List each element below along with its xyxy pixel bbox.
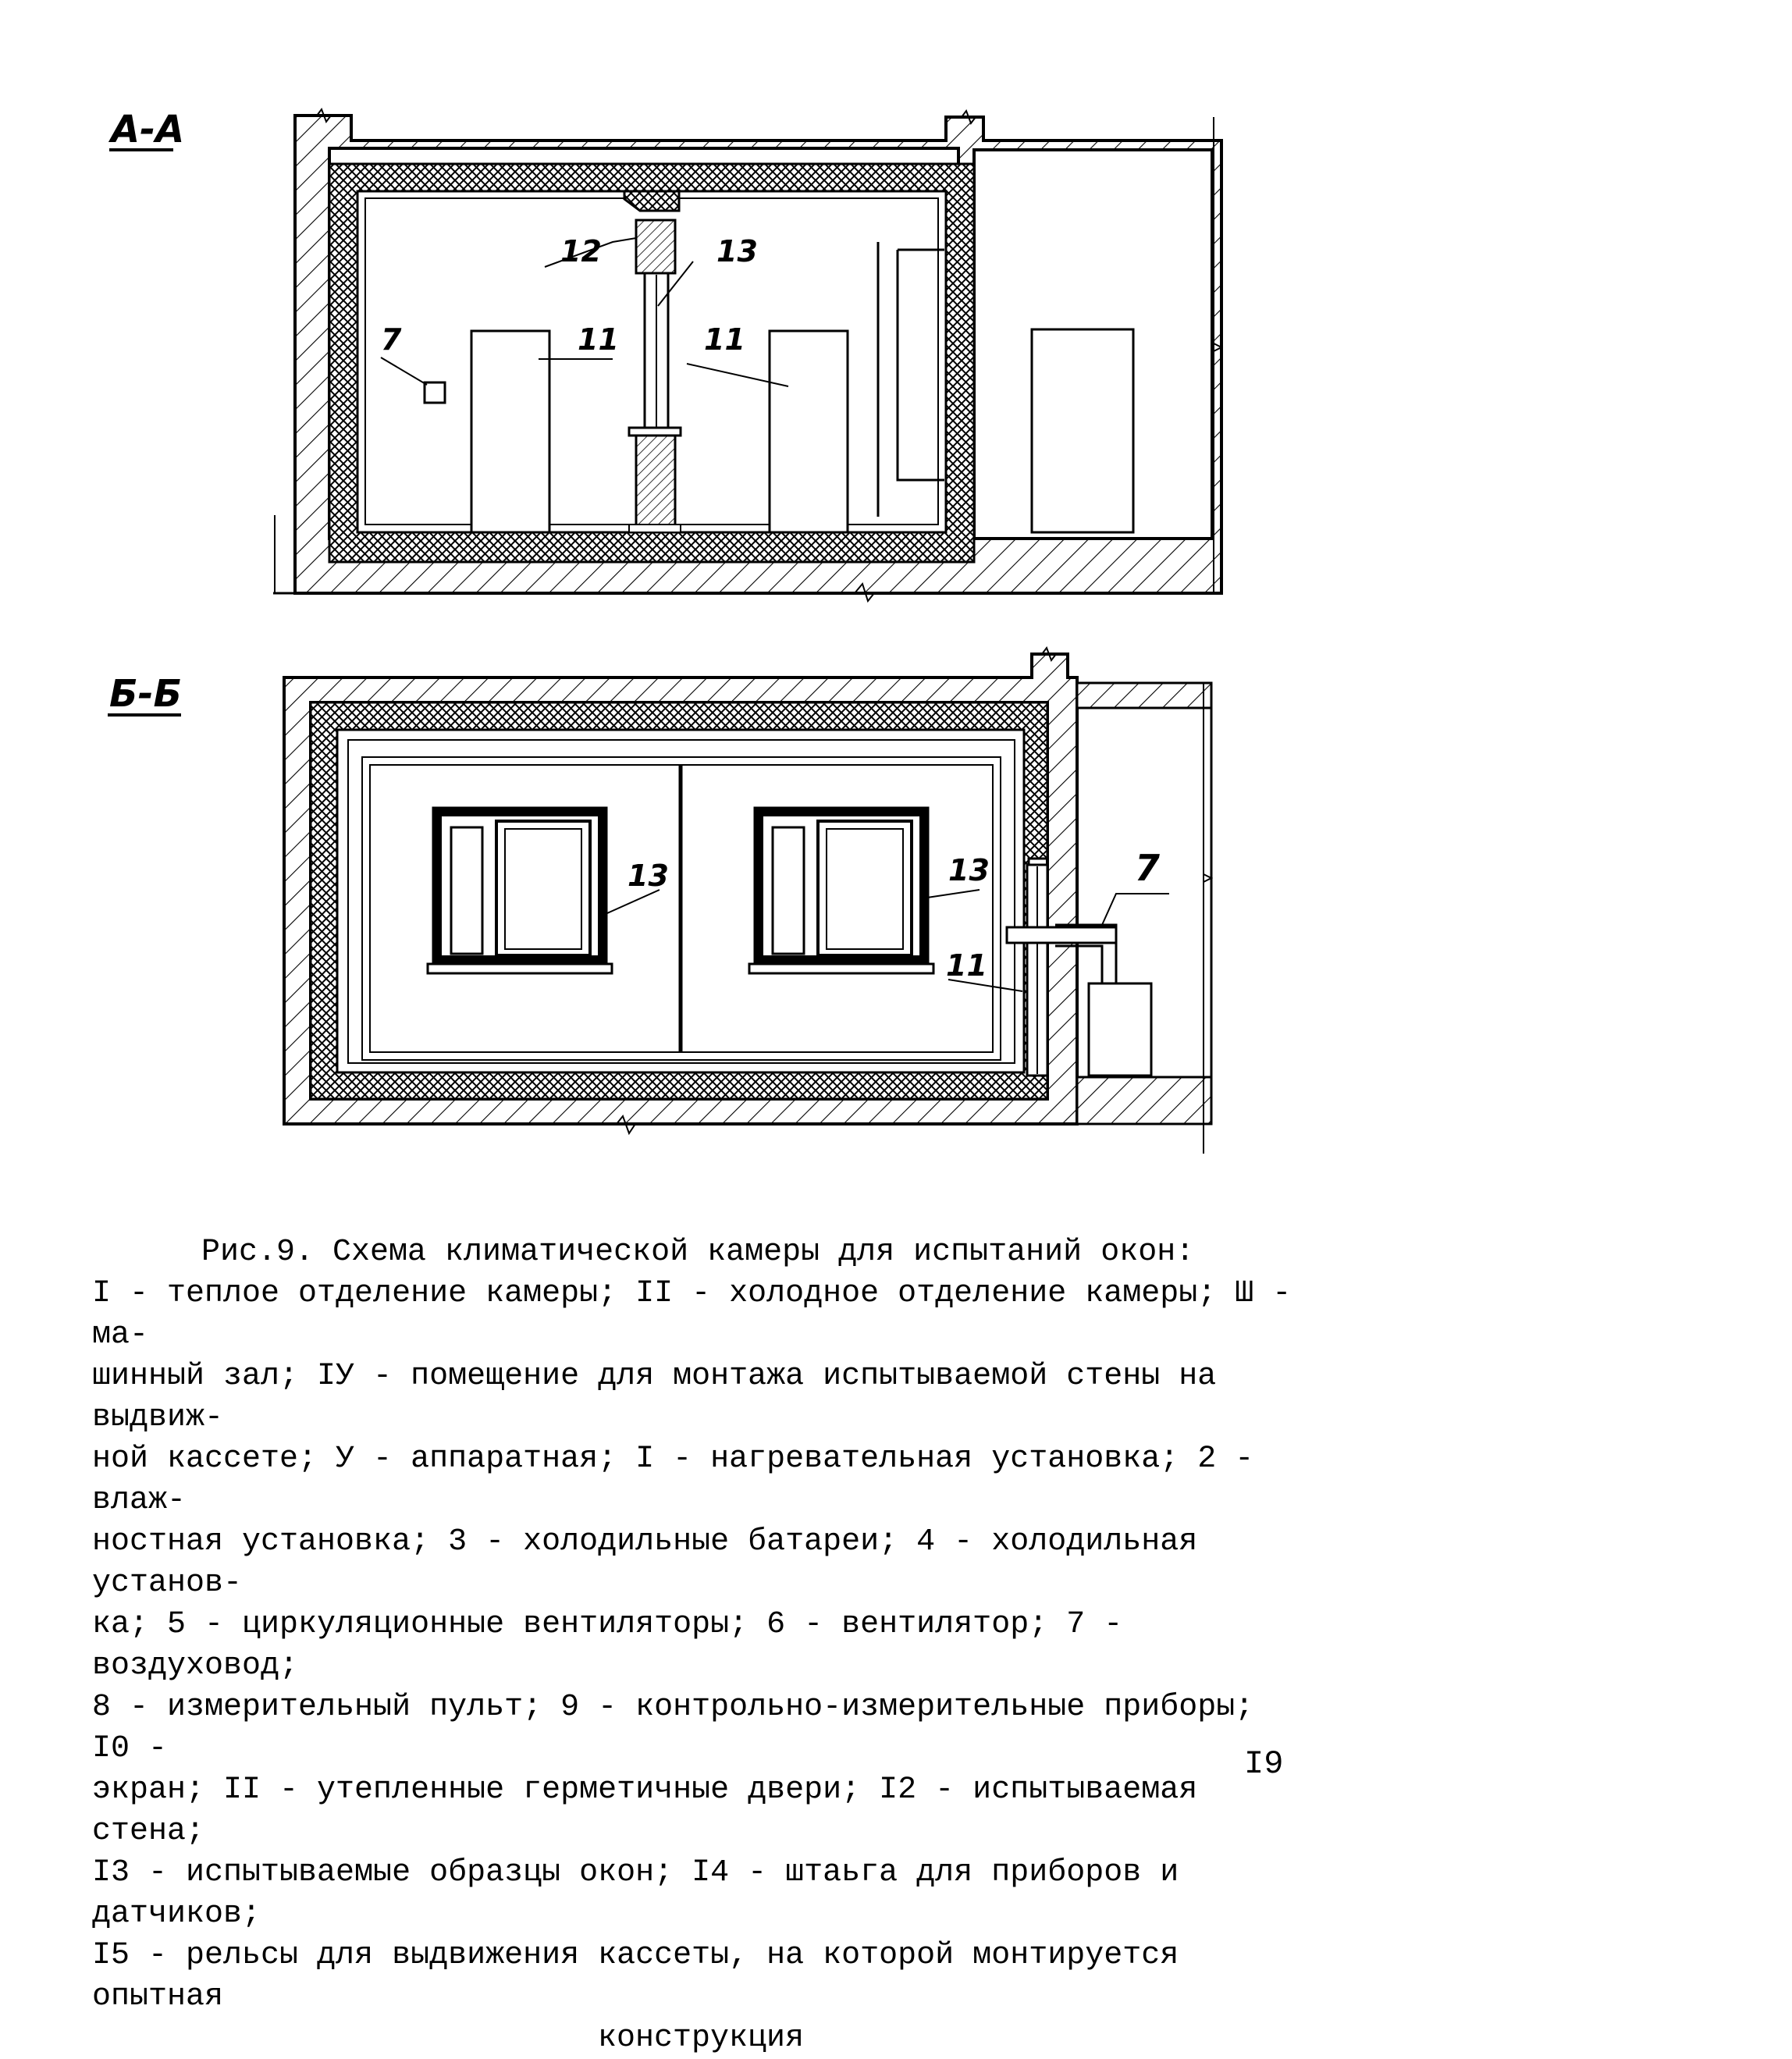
label-7-a: 7 xyxy=(381,322,402,357)
caption-line: I3 - испытываемые образцы окон; I4 - штаьга для приборов и датчиков; xyxy=(92,1855,1179,1932)
door-cold xyxy=(770,331,848,532)
label-11-a2: 11 xyxy=(704,322,745,357)
caption-line: I - теплое отделение камеры; II - холодное отделение камеры; Ш - ма- xyxy=(92,1276,1292,1353)
caption-line: экран; II - утепленные герметичные двери; I2 - испытываемая стена; xyxy=(92,1773,1198,1849)
test-wall xyxy=(636,220,675,273)
door-machine-hall xyxy=(1032,329,1133,532)
test-wall-lower xyxy=(636,436,675,532)
section-b-b xyxy=(108,648,1211,1154)
page-number: I9 xyxy=(1244,1745,1284,1783)
duct xyxy=(1007,927,1116,943)
caption-line: ной кассете; У - аппаратная; I - нагревательная установка; 2 - влаж- xyxy=(92,1442,1254,1518)
section-a-label: A-A xyxy=(111,108,185,151)
door-warm xyxy=(471,331,549,532)
label-11-a1: 11 xyxy=(578,322,619,357)
section-a-a xyxy=(108,108,1221,601)
label-11-b: 11 xyxy=(946,948,987,983)
label-13-b1: 13 xyxy=(628,859,669,893)
caption-last-line: конструкция xyxy=(597,2021,805,2056)
caption-line: ностная установка; 3 - холодильные батареи; 4 - холодильная установ- xyxy=(92,1524,1198,1601)
caption-line: шинный зал; IУ - помещение для монтажа испытываемой стены на выдвиж- xyxy=(92,1359,1217,1435)
duct-opening xyxy=(425,382,445,403)
equipment-box xyxy=(1089,983,1151,1076)
label-12: 12 xyxy=(560,234,602,268)
label-13-b2: 13 xyxy=(948,853,990,887)
caption-line: ка; 5 - циркуляционные вентиляторы; 6 - вентилятор; 7 - воздуховод; xyxy=(92,1607,1123,1684)
figure-caption xyxy=(92,1232,1310,2059)
caption-title: Рис.9. Схема климатической камеры для испытаний окон: xyxy=(201,1235,1195,1270)
section-b-label: Б-Б xyxy=(109,672,183,716)
caption-line: 8 - измерительный пульт; 9 - контрольно-измерительные приборы; I0 - xyxy=(92,1690,1254,1766)
test-window-left xyxy=(428,808,612,973)
label-13-a: 13 xyxy=(716,234,758,268)
caption-line: I5 - рельсы для выдвижения кассеты, на которой монтируется опытная xyxy=(92,1938,1179,2015)
label-7-b: 7 xyxy=(1135,847,1161,889)
test-window-right xyxy=(749,808,933,973)
